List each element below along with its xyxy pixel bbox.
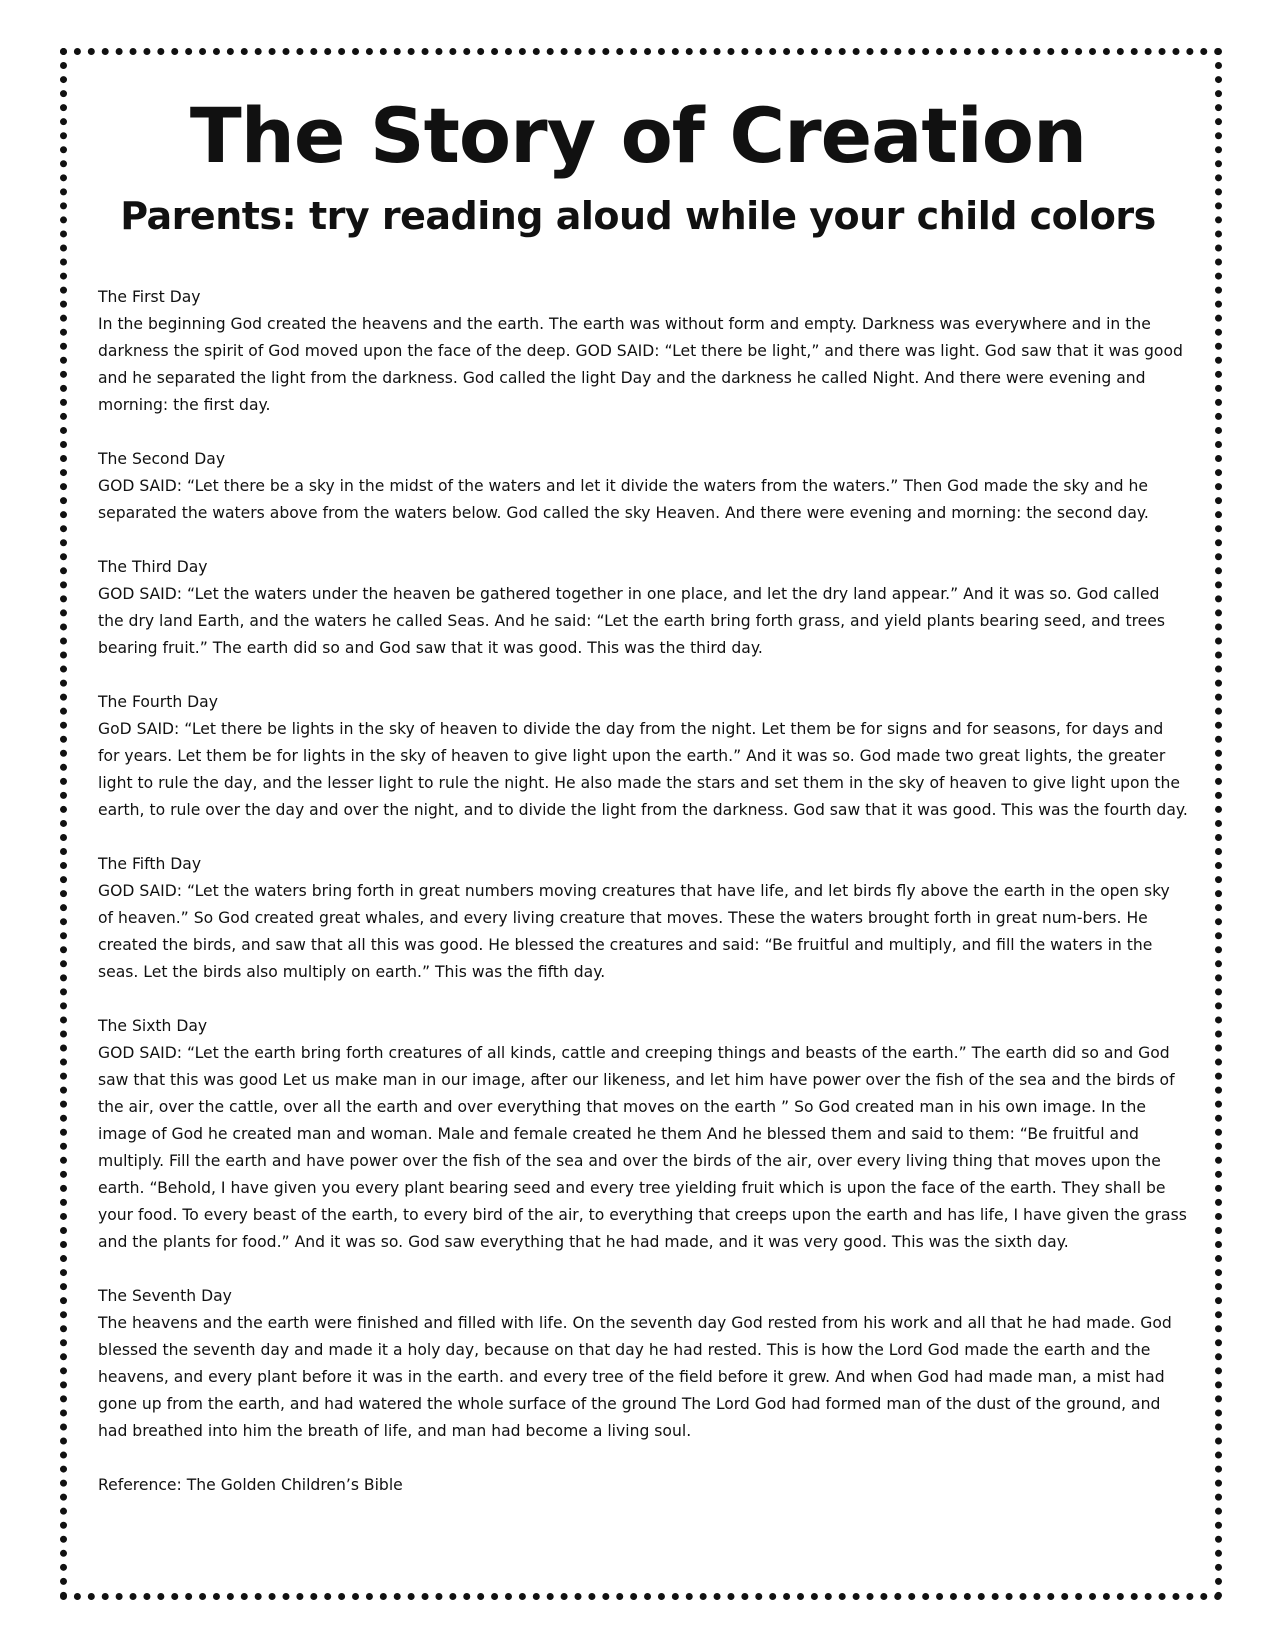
story-body bbox=[98, 284, 1188, 1499]
day-paragraph: GoD SAID: “Let there be lights in the sky of heaven to divide the day from the night. Let them be for signs and for seasons, for days and for years. Let them be for lights in the sky of heaven to give light upon the earth.” And it was so. God made two great lights, the greater light to rule the day, and the lesser light to rule the night. He also made the stars and set them in the sky of heaven to give light upon the earth, to rule over the day and over the night, and to divide the light from the darkness. God saw that it was good. This was the fourth day. bbox=[98, 720, 1188, 819]
day-paragraph: GOD SAID: “Let the earth bring forth creatures of all kinds, cattle and creeping things and beasts of the earth.” The earth did so and God saw that this was good Let us make man in our image, after our likeness, and let him have power over the fish of the sea and the birds of the air, over the cattle, over all the earth and over everything that moves on the earth ” So God created man in his own image. In the image of God he created man and woman. Male and female created he them And he blessed them and said to them: “Be fruitful and multiply. Fill the earth and have power over the fish of the sea and over the birds of the air, over every living thing that moves upon the earth. “Behold, I have given you every plant bearing seed and every tree yielding fruit which is upon the face of the earth. They shall be your food. To every beast of the earth, to every bird of the air, to everything that creeps upon the earth and has life, I have given the grass and the plants for food.” And it was so. God saw everything that he had made, and it was very good. This was the sixth day. bbox=[98, 1044, 1187, 1251]
day-heading: The Sixth Day bbox=[98, 1017, 208, 1035]
day-heading: The Third Day bbox=[98, 558, 208, 576]
day-section-7 bbox=[98, 1283, 1188, 1445]
reference-note: Reference: The Golden Children’s Bible bbox=[98, 1476, 403, 1494]
day-paragraph: GOD SAID: “Let there be a sky in the midst of the waters and let it divide the waters from the waters.” Then God made the sky and he separated the waters above from the waters below. God called the sky Heaven. And there were evening and morning: the second day. bbox=[98, 477, 1149, 522]
day-heading: The First Day bbox=[98, 288, 201, 306]
day-heading: The Second Day bbox=[98, 450, 226, 468]
day-section-4 bbox=[98, 689, 1188, 824]
day-paragraph: GOD SAID: “Let the waters bring forth in great numbers moving creatures that have life, and let birds fly above the earth in the open sky of heaven.” So God created great whales, and every living creature that moves. These the waters brought forth in great num-bers. He created the birds, and saw that all this was good. He blessed the creatures and said: “Be fruitful and multiply, and fill the waters in the seas. Let the birds also multiply on earth.” This was the fifth day. bbox=[98, 882, 1170, 981]
day-section-5 bbox=[98, 851, 1188, 986]
day-paragraph: GOD SAID: “Let the waters under the heaven be gathered together in one place, and let the dry land appear.” And it was so. God called the dry land Earth, and the waters he called Seas. And he said: “Let the earth bring forth grass, and yield plants bearing seed, and trees bearing fruit.” The earth did so and God saw that it was good. This was the third day. bbox=[98, 585, 1165, 657]
day-section-2 bbox=[98, 446, 1188, 527]
day-heading: The Fourth Day bbox=[98, 693, 218, 711]
day-section-3 bbox=[98, 554, 1188, 662]
day-section-6 bbox=[98, 1013, 1188, 1256]
day-heading: The Fifth Day bbox=[98, 855, 202, 873]
day-paragraph: The heavens and the earth were finished and filled with life. On the seventh day God rested from his work and all that he had made. God blessed the seventh day and made it a holy day, because on that day he had rested. This is how the Lord God made the earth and the heavens, and every plant before it was in the earth. and every tree of the field before it grew. And when God had made man, a mist had gone up from the earth, and had watered the whole surface of the ground The Lord God had formed man of the dust of the ground, and had breathed into him the breath of life, and man had become a living soul. bbox=[98, 1314, 1172, 1440]
page-title: The Story of Creation bbox=[189, 91, 1087, 180]
day-paragraph: In the beginning God created the heavens and the earth. The earth was without form and empty. Darkness was everywhere and in the darkness the spirit of God moved upon the face of the deep. GOD SAID: “Let there be light,” and there was light. God saw that it was good and he separated the light from the darkness. God called the light Day and the darkness he called Night. And there were evening and morning: the first day. bbox=[98, 315, 1183, 414]
page-subtitle: Parents: try reading aloud while your child colors bbox=[120, 194, 1156, 238]
day-section-1 bbox=[98, 284, 1188, 419]
day-heading: The Seventh Day bbox=[98, 1287, 232, 1305]
